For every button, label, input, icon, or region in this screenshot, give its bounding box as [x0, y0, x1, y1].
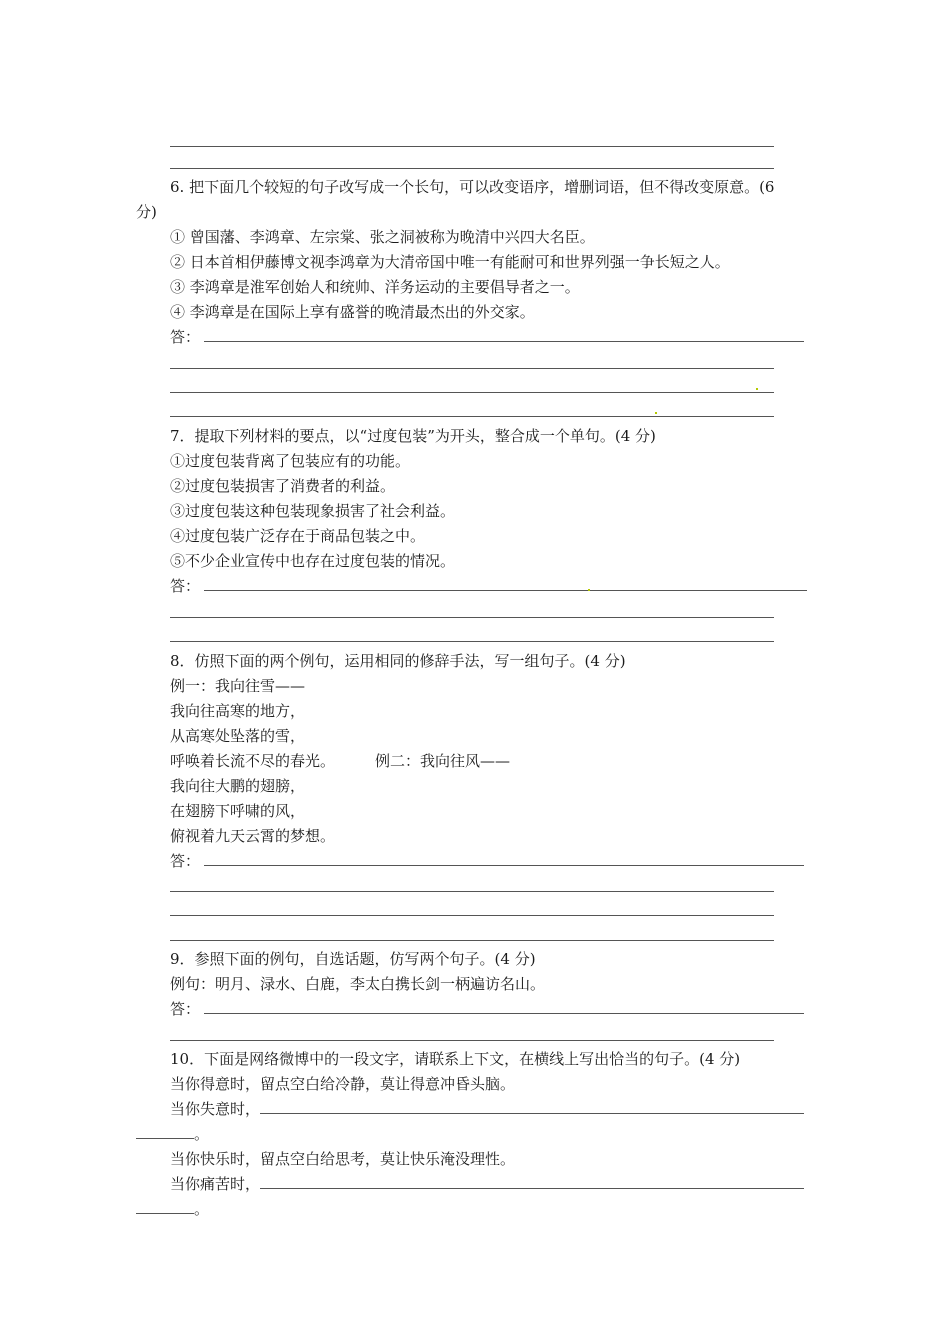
- q8-example-1-line: 从高寒处坠落的雪，: [170, 727, 306, 745]
- q8-example-1-line: 我向往高寒的地方，: [170, 702, 306, 720]
- q10-line-3: 当你快乐时，留点空白给思考，莫让快乐淹没理性。: [170, 1150, 516, 1168]
- answer-line[interactable]: [204, 327, 804, 342]
- speck: [588, 589, 590, 591]
- q7-item-4: ④过度包装广泛存在于商品包装之中。: [170, 527, 426, 545]
- q10-line-2-label: 当你失意时，: [170, 1100, 261, 1118]
- answer-line[interactable]: [136, 1199, 194, 1214]
- q10-line-1: 当你得意时，留点空白给冷静，莫让得意冲昏头脑。: [170, 1075, 516, 1093]
- answer-label: 答：: [170, 577, 201, 595]
- answer-label: 答：: [170, 1000, 201, 1018]
- answer-line[interactable]: [170, 1040, 774, 1041]
- q10-line-4: [170, 1174, 804, 1194]
- answer-line[interactable]: [204, 851, 804, 866]
- q10-line-4-cont: [136, 1199, 209, 1219]
- q7-item-3: ③过度包装这种包装现象损害了社会利益。: [170, 502, 456, 520]
- q6-item-3: ③ 李鸿章是淮军创始人和统帅、洋务运动的主要倡导者之一。: [170, 278, 580, 296]
- q8-example-2-line: 俯视着九天云霄的梦想。: [170, 827, 336, 845]
- q6-answer: [170, 327, 804, 347]
- answer-line[interactable]: [170, 146, 774, 147]
- q9-answer: [170, 999, 804, 1019]
- q6-item-4: ④ 李鸿章是在国际上享有盛誉的晚清最杰出的外交家。: [170, 303, 535, 321]
- q8-stem: 8．仿照下面的两个例句，运用相同的修辞手法，写一组句子。(4 分): [170, 652, 626, 670]
- q8-example-1-last: 呼唤着长流不尽的春光。: [170, 752, 336, 770]
- answer-label: 答：: [170, 328, 201, 346]
- speck: [756, 388, 758, 390]
- q8-example-2-line: 我向往大鹏的翅膀，: [170, 777, 306, 795]
- answer-line[interactable]: [170, 915, 774, 916]
- answer-line[interactable]: [170, 641, 774, 642]
- q6-item-2: ② 日本首相伊藤博文视李鸿章为大清帝国中唯一有能耐可和世界列强一争长短之人。: [170, 253, 730, 271]
- q7-answer: [170, 576, 807, 596]
- answer-line[interactable]: [170, 392, 774, 393]
- answer-line[interactable]: [170, 617, 774, 618]
- q8-example-2-title: 例二：我向往风——: [375, 752, 511, 770]
- answer-line[interactable]: [204, 999, 804, 1014]
- q6-stem: 6. 把下面几个较短的句子改写成一个长句，可以改变语序，增删词语，但不得改变原意。(6: [170, 178, 775, 196]
- q9-example: 例句：明月、渌水、白鹿，李太白携长剑一柄遍访名山。: [170, 975, 546, 993]
- answer-line[interactable]: [260, 1099, 804, 1114]
- answer-line[interactable]: [170, 168, 774, 169]
- answer-line[interactable]: [204, 576, 807, 591]
- q7-item-5: ⑤不少企业宣传中也存在过度包装的情况。: [170, 552, 456, 570]
- q8-example-1-line: [170, 751, 510, 771]
- answer-line[interactable]: [170, 416, 774, 417]
- q6-stem-cont: 分): [136, 203, 157, 221]
- q8-example-1-title: 例一：我向往雪——: [170, 677, 306, 695]
- q8-example-2-line: 在翅膀下呼啸的风，: [170, 802, 306, 820]
- q10-line-2-cont: [136, 1124, 209, 1144]
- end-mark: 。: [194, 1200, 210, 1218]
- answer-label: 答：: [170, 852, 201, 870]
- q7-stem: 7．提取下列材料的要点，以“过度包装”为开头，整合成一个单句。(4 分): [170, 427, 656, 445]
- end-mark: 。: [194, 1125, 210, 1143]
- q8-answer: [170, 851, 804, 871]
- q10-stem: 10．下面是网络微博中的一段文字，请联系上下文，在横线上写出恰当的句子。(4 分): [170, 1050, 741, 1068]
- q10-line-4-label: 当你痛苦时，: [170, 1175, 261, 1193]
- speck: [655, 412, 657, 414]
- q9-stem: 9．参照下面的例句，自选话题，仿写两个句子。(4 分): [170, 950, 536, 968]
- answer-line[interactable]: [170, 940, 774, 941]
- q7-item-2: ②过度包装损害了消费者的利益。: [170, 477, 396, 495]
- answer-line[interactable]: [170, 891, 774, 892]
- answer-line[interactable]: [170, 368, 774, 369]
- answer-line[interactable]: [136, 1124, 194, 1139]
- q6-item-1: ① 曾国藩、李鸿章、左宗棠、张之洞被称为晚清中兴四大名臣。: [170, 228, 595, 246]
- q7-item-1: ①过度包装背离了包装应有的功能。: [170, 452, 411, 470]
- answer-line[interactable]: [260, 1174, 804, 1189]
- q10-line-2: [170, 1099, 804, 1119]
